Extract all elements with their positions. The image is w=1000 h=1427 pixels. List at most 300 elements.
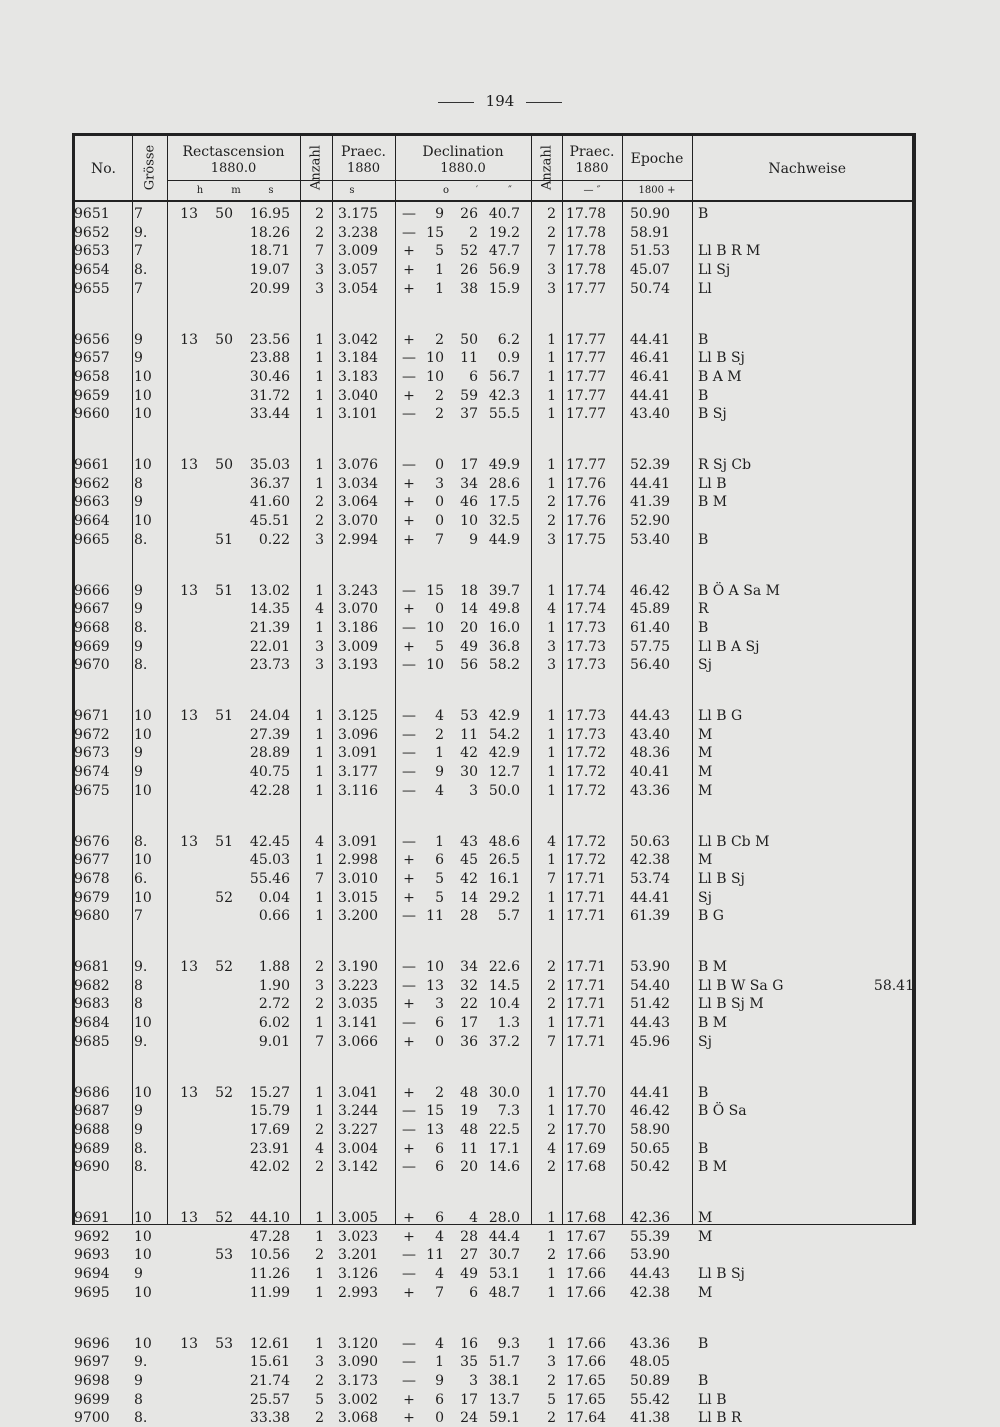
cell-s: 15.27 (249, 1084, 290, 1101)
cell-sg: — (402, 959, 416, 975)
cell-pa: 3.042 (338, 331, 379, 348)
cell-an: 7 (315, 870, 324, 887)
cell-sg: + (403, 638, 415, 655)
cell-an2: 2 (547, 1247, 556, 1264)
cell-no: 9683 (74, 996, 110, 1013)
cell-ep: 50.90 (630, 206, 671, 222)
cell-sg: + (403, 513, 415, 530)
cell-ds: 0.9 (497, 350, 520, 367)
cell-pa: 3.238 (338, 224, 379, 241)
cell-ds: 16.1 (488, 870, 520, 887)
cell-ep: 50.89 (630, 1372, 671, 1389)
cell-ep: 50.63 (630, 833, 671, 850)
cell-ds: 22.5 (488, 1121, 520, 1138)
cell-an2: 3 (547, 262, 556, 279)
cell-an: 1 (315, 368, 324, 385)
header-decl-unit-min: ′ (475, 185, 479, 196)
cell-dd: 4 (435, 1266, 444, 1283)
cell-gr: 9 (134, 1266, 143, 1283)
header-praec2-year: 1880 (575, 161, 609, 176)
cell-dd: 4 (435, 1335, 444, 1352)
col-divider-praec1 (332, 136, 333, 1225)
cell-nw: Ll Sj (698, 262, 731, 279)
cell-nw: B Ö Sa (698, 1103, 747, 1120)
cell-pd: 17.74 (566, 601, 607, 618)
cell-dd: 13 (426, 1121, 444, 1138)
cell-pa: 2.993 (338, 1284, 379, 1301)
cell-no: 9687 (74, 1103, 110, 1120)
cell-nw: B M (698, 1159, 728, 1176)
cell-s: 2.72 (258, 996, 290, 1013)
cell-s: 17.69 (249, 1121, 290, 1138)
cell-sg: + (403, 475, 415, 492)
cell-pa: 3.034 (338, 475, 379, 492)
cell-an2: 2 (547, 1372, 556, 1389)
cell-s: 45.03 (249, 852, 290, 869)
cell-m: 53 (215, 1247, 233, 1264)
cell-no: 9690 (74, 1159, 110, 1176)
header-decl-title: Declination (422, 144, 504, 160)
cell-dm: 34 (460, 475, 478, 492)
cell-ds: 17.5 (488, 494, 520, 511)
cell-sg: — (402, 726, 416, 743)
cell-ds: 58.2 (488, 657, 520, 674)
cell-pa: 3.141 (338, 1015, 379, 1032)
cell-dm: 9 (469, 531, 478, 548)
cell-ds: 30.0 (488, 1084, 520, 1101)
cell-an2: 1 (547, 582, 556, 599)
cell-ep: 56.40 (630, 657, 671, 674)
cell-nw: M (698, 1284, 713, 1301)
cell-s: 36.37 (249, 475, 290, 492)
cell-ds: 59.1 (488, 1410, 520, 1427)
cell-gr: 8. (134, 531, 148, 548)
cell-dm: 53 (460, 708, 478, 724)
cell-s: 23.56 (249, 331, 290, 348)
cell-dm: 20 (460, 1159, 478, 1176)
cell-an2: 1 (547, 619, 556, 636)
cell-dd: 2 (435, 331, 444, 348)
cell-s: 42.28 (249, 782, 290, 799)
cell-nw: B (698, 1372, 709, 1389)
cell-s: 10.56 (249, 1247, 290, 1264)
header-praec2-title: Praec. (569, 144, 615, 160)
cell-sg: + (403, 1210, 415, 1226)
cell-gr: 9 (134, 764, 143, 781)
cell-an: 3 (315, 280, 324, 297)
cell-dd: 5 (435, 243, 444, 260)
cell-nw: B Ö A Sa M (698, 582, 780, 599)
cell-an2: 1 (547, 331, 556, 348)
cell-dd: 11 (426, 908, 444, 925)
cell-no: 9672 (74, 726, 110, 743)
cell-pa: 3.126 (338, 1266, 379, 1283)
cell-dm: 50 (460, 331, 478, 348)
cell-ds: 28.6 (488, 475, 520, 492)
cell-dm: 24 (460, 1410, 478, 1427)
cell-sg: + (403, 1284, 415, 1301)
cell-sg: — (402, 206, 416, 222)
cell-ds: 56.9 (488, 262, 520, 279)
cell-an: 5 (315, 1391, 324, 1408)
cell-an: 4 (315, 833, 324, 850)
cell-sg: — (402, 582, 416, 599)
header-ra-unit-s: s (268, 185, 274, 196)
cell-ep: 44.43 (630, 1015, 671, 1032)
cell-s: 16.95 (249, 206, 290, 222)
cell-ep: 44.41 (630, 331, 671, 348)
cell-dd: 1 (435, 280, 444, 297)
cell-dm: 17 (460, 1015, 478, 1032)
cell-no: 9678 (74, 870, 110, 887)
cell-s: 15.79 (249, 1103, 290, 1120)
cell-m: 52 (215, 1210, 233, 1226)
col-divider-groesse (132, 136, 133, 1225)
cell-no: 9680 (74, 908, 110, 925)
cell-s: 18.71 (249, 243, 290, 260)
cell-ep: 58.90 (630, 1121, 671, 1138)
cell-dm: 17 (460, 1391, 478, 1408)
cell-ep: 53.90 (630, 1247, 671, 1264)
cell-no: 9657 (74, 350, 110, 367)
cell-gr: 10 (134, 708, 152, 724)
cell-pa: 3.190 (338, 959, 379, 975)
cell-dd: 0 (435, 494, 444, 511)
cell-an2: 7 (547, 1033, 556, 1050)
cell-an: 2 (315, 1121, 324, 1138)
cell-nw: Sj (698, 889, 712, 906)
cell-ds: 22.6 (488, 959, 520, 975)
cell-dm: 46 (460, 494, 478, 511)
cell-s: 11.99 (249, 1284, 290, 1301)
col-divider-epoche (622, 136, 623, 1225)
cell-gr: 8 (134, 977, 143, 994)
cell-sg: — (402, 350, 416, 367)
cell-s: 55.46 (249, 870, 290, 887)
cell-dm: 35 (460, 1354, 478, 1371)
cell-gr: 10 (134, 852, 152, 869)
cell-an2: 1 (547, 387, 556, 404)
cell-pa: 3.175 (338, 206, 379, 222)
cell-gr: 9 (134, 745, 143, 762)
cell-pd: 17.72 (566, 852, 607, 869)
cell-no: 9665 (74, 531, 110, 548)
cell-an2: 2 (547, 224, 556, 241)
cell-m: 51 (215, 531, 233, 548)
cell-gr: 10 (134, 513, 152, 530)
cell-gr: 9 (134, 638, 143, 655)
cell-dd: 5 (435, 638, 444, 655)
cell-dd: 10 (426, 959, 444, 975)
cell-sg: — (402, 1103, 416, 1120)
cell-ep: 44.43 (630, 708, 671, 724)
cell-dm: 11 (460, 350, 478, 367)
cell-pa: 3.183 (338, 368, 379, 385)
cell-gr: 9. (134, 1354, 148, 1371)
cell-dd: 1 (435, 262, 444, 279)
cell-sg: + (403, 280, 415, 297)
cell-an: 2 (315, 959, 324, 975)
cell-gr: 7 (134, 908, 143, 925)
cell-ds: 15.9 (488, 280, 520, 297)
cell-pd: 17.71 (566, 889, 607, 906)
cell-dm: 14 (460, 889, 478, 906)
cell-dm: 49 (460, 1266, 478, 1283)
cell-pd: 17.70 (566, 1121, 607, 1138)
cell-pa: 3.243 (338, 582, 379, 599)
cell-nw: B (698, 1084, 709, 1101)
cell-pd: 17.71 (566, 908, 607, 925)
cell-an2: 2 (547, 1121, 556, 1138)
cell-an: 1 (315, 350, 324, 367)
cell-pa: 3.244 (338, 1103, 379, 1120)
cell-pd: 17.69 (566, 1140, 607, 1157)
cell-dm: 4 (469, 1210, 478, 1226)
cell-nw: Ll B G (698, 708, 743, 724)
cell-no: 9699 (74, 1391, 110, 1408)
cell-an: 1 (315, 782, 324, 799)
cell-s: 30.46 (249, 368, 290, 385)
cell-no: 9652 (74, 224, 110, 241)
cell-gr: 10 (134, 726, 152, 743)
cell-h: 13 (180, 1084, 198, 1101)
cell-nw: B (698, 1335, 709, 1352)
cell-pd: 17.70 (566, 1084, 607, 1101)
cell-pd: 17.75 (566, 531, 607, 548)
cell-no: 9695 (74, 1284, 110, 1301)
cell-pa: 3.173 (338, 1372, 379, 1389)
cell-no: 9674 (74, 764, 110, 781)
cell-ep: 53.40 (630, 531, 671, 548)
cell-dd: 7 (435, 1284, 444, 1301)
header-ra-unit-m: m (231, 185, 241, 196)
cell-pd: 17.70 (566, 1103, 607, 1120)
cell-sg: — (402, 977, 416, 994)
cell-pd: 17.65 (566, 1391, 607, 1408)
cell-dm: 11 (460, 1140, 478, 1157)
cell-an2: 1 (547, 457, 556, 473)
cell-an: 1 (315, 852, 324, 869)
header-ra-title: Rectascension (182, 144, 285, 160)
cell-an2: 1 (547, 1284, 556, 1301)
cell-dm: 56 (460, 657, 478, 674)
cell-an: 1 (315, 1228, 324, 1245)
cell-an2: 7 (547, 243, 556, 260)
cell-an: 1 (315, 764, 324, 781)
cell-an: 2 (315, 206, 324, 222)
cell-dd: 6 (435, 1159, 444, 1176)
header-decl-year: 1880.0 (440, 161, 486, 176)
cell-gr: 10 (134, 1228, 152, 1245)
cell-s: 0.22 (258, 531, 290, 548)
cell-an: 3 (315, 657, 324, 674)
cell-an2: 1 (547, 368, 556, 385)
header-anzahl2: Anzahl (539, 145, 555, 190)
cell-ep: 43.40 (630, 726, 671, 743)
cell-gr: 8. (134, 1159, 148, 1176)
cell-no: 9659 (74, 387, 110, 404)
cell-no: 9679 (74, 889, 110, 906)
cell-an: 2 (315, 1159, 324, 1176)
cell-s: 33.44 (249, 406, 290, 423)
cell-s: 1.88 (258, 959, 290, 975)
cell-no: 9697 (74, 1354, 110, 1371)
cell-pa: 3.068 (338, 1410, 379, 1427)
cell-gr: 9 (134, 494, 143, 511)
cell-pa: 3.035 (338, 996, 379, 1013)
cell-ep: 54.40 (630, 977, 671, 994)
cell-h: 13 (180, 959, 198, 975)
cell-nw: B (698, 1140, 709, 1157)
cell-h: 13 (180, 331, 198, 348)
cell-ds: 38.1 (488, 1372, 520, 1389)
cell-pd: 17.66 (566, 1247, 607, 1264)
cell-m: 50 (215, 331, 233, 348)
cell-ep: 52.90 (630, 513, 671, 530)
cell-ds: 12.7 (488, 764, 520, 781)
cell-ds: 14.5 (488, 977, 520, 994)
cell-nw: B Sj (698, 406, 727, 423)
cell-ep: 61.39 (630, 908, 671, 925)
cell-ep: 46.42 (630, 1103, 671, 1120)
cell-ep: 48.05 (630, 1354, 671, 1371)
cell-dm: 2 (469, 224, 478, 241)
header-praec1-unit: s (349, 185, 355, 196)
cell-s: 42.02 (249, 1159, 290, 1176)
cell-ep: 51.53 (630, 243, 671, 260)
cell-s: 6.02 (258, 1015, 290, 1032)
col-divider-praec2 (562, 136, 563, 1225)
cell-m: 51 (215, 708, 233, 724)
cell-nw: B (698, 619, 709, 636)
cell-nw: M (698, 852, 713, 869)
header-anzahl1: Anzahl (308, 145, 324, 190)
cell-sg: + (403, 494, 415, 511)
cell-pa: 3.005 (338, 1210, 379, 1226)
cell-pa: 3.186 (338, 619, 379, 636)
cell-ep: 55.42 (630, 1391, 671, 1408)
cell-sg: — (402, 1266, 416, 1283)
cell-an2: 1 (547, 1103, 556, 1120)
cell-dd: 3 (435, 996, 444, 1013)
cell-an: 2 (315, 494, 324, 511)
cell-an2: 4 (547, 833, 556, 850)
cell-m: 52 (215, 889, 233, 906)
cell-gr: 9 (134, 1103, 143, 1120)
cell-dd: 7 (435, 531, 444, 548)
cell-ds: 56.7 (488, 368, 520, 385)
cell-an2: 1 (547, 1335, 556, 1352)
cell-pa: 3.177 (338, 764, 379, 781)
cell-nw: R (698, 601, 709, 618)
cell-no: 9673 (74, 745, 110, 762)
cell-no: 9655 (74, 280, 110, 297)
cell-an2: 1 (547, 852, 556, 869)
cell-ds: 49.8 (488, 601, 520, 618)
cell-ds: 5.7 (497, 908, 520, 925)
cell-dd: 0 (435, 1033, 444, 1050)
cell-sg: — (402, 657, 416, 674)
cell-ds: 47.7 (488, 243, 520, 260)
cell-dm: 14 (460, 601, 478, 618)
cell-ep: 44.41 (630, 889, 671, 906)
cell-s: 21.39 (249, 619, 290, 636)
cell-an2: 1 (547, 1266, 556, 1283)
cell-s: 33.38 (249, 1410, 290, 1427)
cell-dd: 2 (435, 1084, 444, 1101)
cell-sg: + (403, 1033, 415, 1050)
cell-dd: 2 (435, 726, 444, 743)
cell-pd: 17.72 (566, 764, 607, 781)
cell-pa: 2.998 (338, 852, 379, 869)
cell-s: 14.35 (249, 601, 290, 618)
cell-dd: 1 (435, 833, 444, 850)
cell-an: 3 (315, 977, 324, 994)
cell-gr: 8. (134, 262, 148, 279)
cell-gr: 8. (134, 1140, 148, 1157)
cell-sg: — (402, 833, 416, 850)
cell-no: 9688 (74, 1121, 110, 1138)
cell-gr: 10 (134, 1335, 152, 1352)
cell-s: 44.10 (249, 1210, 290, 1226)
cell-pd: 17.71 (566, 1015, 607, 1032)
cell-ep: 53.74 (630, 870, 671, 887)
cell-an: 1 (315, 475, 324, 492)
cell-sg: + (403, 1140, 415, 1157)
cell-dm: 34 (460, 959, 478, 975)
cell-pd: 17.72 (566, 833, 607, 850)
cell-ds: 40.7 (488, 206, 520, 222)
cell-gr: 8. (134, 833, 148, 850)
cell-ds: 54.2 (488, 726, 520, 743)
cell-s: 22.01 (249, 638, 290, 655)
cell-ds: 6.2 (497, 331, 520, 348)
cell-no: 9681 (74, 959, 110, 975)
cell-no: 9658 (74, 368, 110, 385)
cell-pa: 3.076 (338, 457, 379, 473)
cell-an: 3 (315, 638, 324, 655)
cell-pd: 17.66 (566, 1335, 607, 1352)
cell-gr: 9. (134, 1033, 148, 1050)
cell-pd: 17.77 (566, 331, 607, 348)
cell-nw: Ll B Cb M (698, 833, 770, 850)
cell-dd: 3 (435, 475, 444, 492)
cell-an: 1 (315, 582, 324, 599)
cell-ds: 9.3 (497, 1335, 520, 1352)
cell-m: 50 (215, 206, 233, 222)
cell-dm: 48 (460, 1121, 478, 1138)
cell-nw: M (698, 745, 713, 762)
cell-no: 9671 (74, 708, 110, 724)
cell-nw: Ll B Sj (698, 870, 745, 887)
cell-nw: B (698, 531, 709, 548)
cell-an2: 2 (547, 206, 556, 222)
cell-no: 9696 (74, 1335, 110, 1352)
cell-s: 20.99 (249, 280, 290, 297)
cell-pa: 3.015 (338, 889, 379, 906)
cell-nw: B M (698, 959, 728, 975)
cell-pa: 3.057 (338, 262, 379, 279)
cell-dm: 42 (460, 870, 478, 887)
cell-s: 40.75 (249, 764, 290, 781)
cell-no: 9670 (74, 657, 110, 674)
cell-gr: 8 (134, 475, 143, 492)
cell-pd: 17.76 (566, 494, 607, 511)
cell-an2: 3 (547, 657, 556, 674)
cell-dm: 6 (469, 1284, 478, 1301)
cell-ds: 1.3 (497, 1015, 520, 1032)
cell-pd: 17.77 (566, 368, 607, 385)
